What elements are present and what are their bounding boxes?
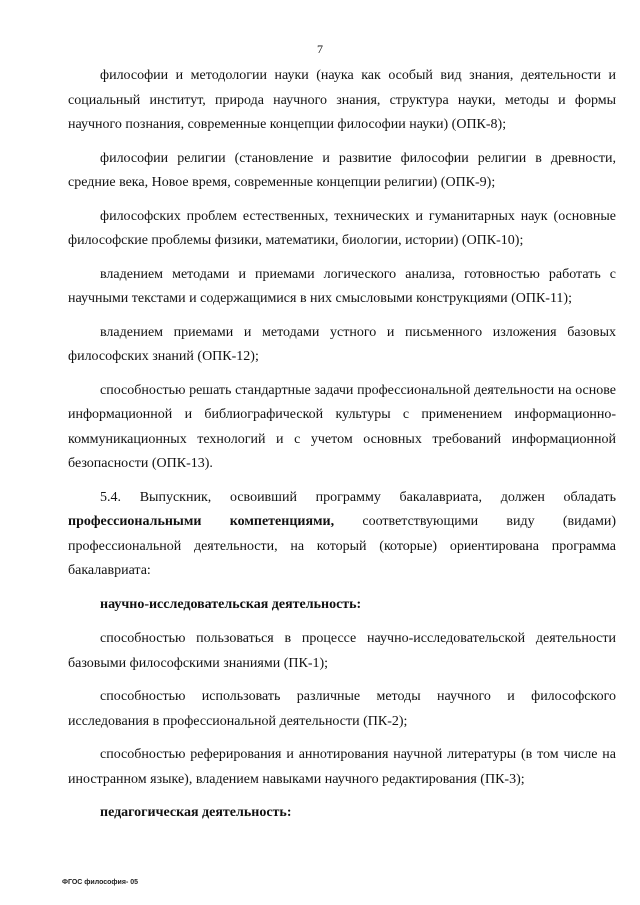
competence-item-pk-3: способностью реферирования и аннотирования научной литературы (в том числе на иностранном языке), владением навыками научного редактирования (ПК-3); xyxy=(68,747,616,787)
section-5-4-rest: соответствующими виду (видами) профессиональной деятельности, на который (которые) ориентирована программа бакалавриата: xyxy=(68,514,616,578)
section-5-4-bold: профессиональными компетенциями, xyxy=(68,514,335,529)
competence-item-opk-11: владением методами и приемами логического анализа, готовностью работать с научными текстами и содержащимися в них смысловыми конструкциями (ОПК-11); xyxy=(68,266,616,306)
document-body xyxy=(68,64,616,836)
competence-item-opk-13: способностью решать стандартные задачи профессиональной деятельности на основе информационной и библиографической культуры с применением информационно-коммуникационных технологий и с учетом основных требований информационной безопасности (ОПК-13). xyxy=(68,382,616,471)
section-5-4-paragraph xyxy=(68,486,616,584)
competence-item-opk-8: философии и методологии науки (наука как особый вид знания, деятельности и социальный институт, природа научного знания, структура науки, методы и формы научного познания, современные концепции философии науки) (ОПК-8); xyxy=(68,68,616,132)
page-number: 7 xyxy=(317,42,323,56)
competence-item-opk-12: владением приемами и методами устного и письменного изложения базовых философских знаний (ОПК-12); xyxy=(68,324,616,364)
research-activity-heading: научно-исследовательская деятельность: xyxy=(100,596,362,612)
competence-item-pk-1: способностью пользоваться в процессе научно-исследовательской деятельности базовыми философскими знаниями (ПК-1); xyxy=(68,631,616,671)
pedagogical-activity-heading: педагогическая деятельность: xyxy=(100,805,292,820)
competence-item-opk-9: философии религии (становление и развитие философии религии в древности, средние века, Новое время, современные концепции религии) (ОПК-9); xyxy=(68,150,616,190)
page-footer: ФГОС философия- 05 xyxy=(62,879,139,886)
competence-item-pk-2: способностью использовать различные методы научного и философского исследования в профессиональной деятельности (ПК-2); xyxy=(68,689,616,729)
competence-item-opk-10: философских проблем естественных, технических и гуманитарных наук (основные философские проблемы физики, математики, биологии, истории) (ОПК-10); xyxy=(68,208,616,248)
section-5-4-lead: 5.4. Выпускник, освоивший программу бакалавриата, должен обладать xyxy=(100,489,616,505)
